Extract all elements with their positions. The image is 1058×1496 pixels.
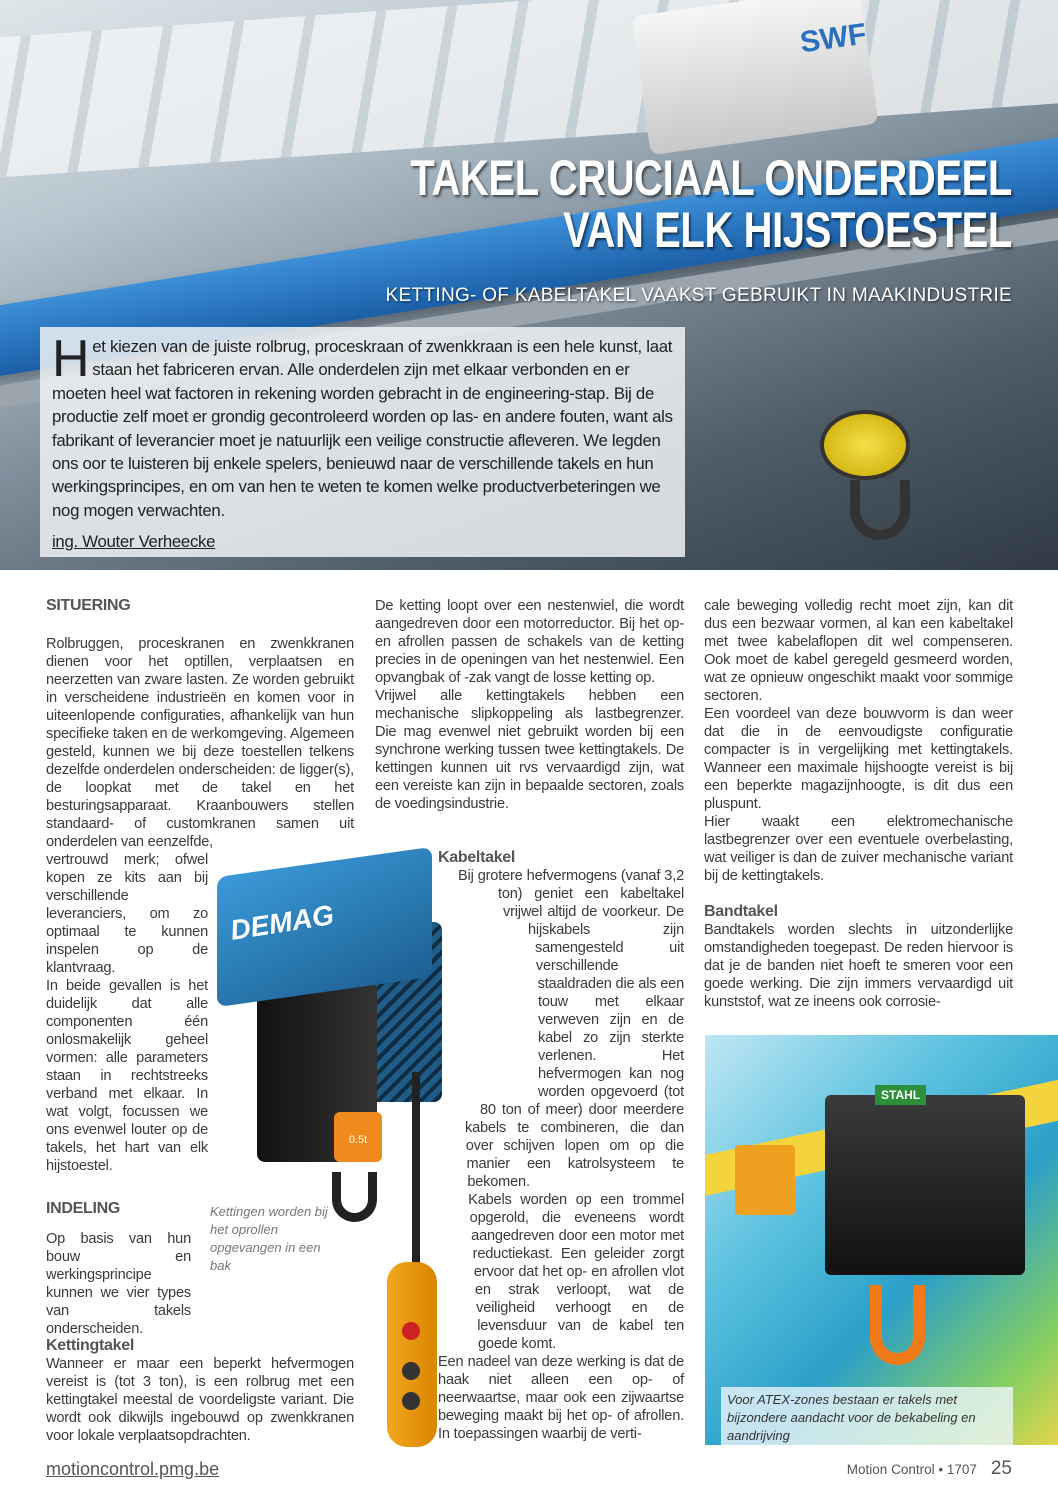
paragraph: Kabels worden op een trommel opgerold, die eveneens wordt aangedreven door een motor met reductiekast. Een geleider zorgt ervoor dat het op- en afrollen vlot en strak verloopt, wat de veiligheid verhoogt en de levensduur van de kabel ten goede komt. [468, 1192, 684, 1352]
website-link[interactable]: motioncontrol.pmg.be [46, 1459, 220, 1479]
magazine-issue: Motion Control • 1707 [846, 1462, 977, 1477]
page-title: TAKEL CRUCIAAL ONDERDEEL VAN ELK HIJSTOESTEL [410, 150, 1012, 258]
intro-box [40, 327, 685, 557]
paragraph: Bij grotere hefvermogens (vanaf 3,2 ton) geniet een kabeltakel vrijwel altijd de voorkeur. De hijskabels zijn samengesteld uit verschillende staaldraden die als een touw met elkaar verweven zijn en de kabel zo zijn sterkte verlenen. Het hefvermogen kan nog worden opgevoerd (tot 80 ton of meer) door meerdere kabels te combineren, die dan over schijven lopen om op die manier een katrolsysteem te bekomen. [458, 868, 684, 1190]
demag-logo: DEMAG [228, 899, 336, 946]
column-1 [46, 597, 354, 851]
column-2-kabel [438, 849, 684, 1443]
paragraph: Op basis van hun bouw en werkingsprincipe kunnen we vier types van takels onderscheiden. [46, 1231, 191, 1337]
column-1-narrow [46, 851, 208, 1175]
paragraph: Rolbruggen, proceskranen en zwenkkranen dienen voor het optillen, verplaatsen en neerzetten van zware lasten. Ze worden gebruikt in verscheidene industrieën en komen voor in uiteenlopende configuraties, afhankelijk van hun specifieke taken en de werkomgeving. Algemeen gesteld, kunnen we bij deze toestellen telkens dezelfde onderdelen onderscheiden: de ligger(s), de loopkat met de takel en het besturingsapparaat. Kraanbouwers stellen standaard- of customkranen samen uit onderdelen van eenzelfde, [46, 636, 354, 850]
heading-bandtakel: Bandtakel [704, 903, 778, 920]
paragraph: In beide gevallen is het duidelijk dat alle componenten één onlosmakelijk geheel vormen: alle parameters staan in rechtstreeks verband met elkaar. In wat volgt, focussen we ons evenwel louter op de takels, het hart van elk hijstoestel. [46, 978, 208, 1174]
hero-photo [0, 0, 1058, 570]
paragraph: De ketting loopt over een nestenwiel, die wordt aangedreven door een motorreductor. Bij het op- en afrollen passen de schakels van de ketting precies in de openingen van het nestenwiel. Een opvangbak of -zak vangt de losse ketting op. [375, 598, 684, 686]
drop-cap: H [52, 330, 90, 388]
photo-caption: Voor ATEX-zones bestaan er takels met bijzondere aandacht voor de bekabeling en aandrijving [721, 1387, 1013, 1445]
load-tag: 0.5t [334, 1112, 382, 1162]
pendant-control [387, 1262, 437, 1447]
stahl-hoist-photo [705, 1035, 1058, 1445]
heading-indeling: INDELING [46, 1200, 121, 1217]
author-link[interactable]: ing. Wouter Verheecke [52, 532, 216, 552]
paragraph: Een nadeel van deze werking is dat de haak niet alleen een op- of neerwaartse, maar ook een zijwaartse beweging maakt bij het op- of afrollen. In toepassingen waarbij de verti- [438, 1354, 684, 1442]
paragraph: Vrijwel alle kettingtakels hebben een mechanische slipkoppeling als lastbegrenzer. Die mag evenwel niet gebruikt worden bij een synchrone werking tussen twee kettingtakels. De kettingen kunnen uit rvs vervaardigd zijn, wat een vereiste kan zijn in bepaalde sectoren, zoals de voedingsindustrie. [375, 688, 684, 812]
swf-logo: SWF [797, 17, 869, 60]
paragraph: cale beweging volledig recht moet zijn, kan dit dus een bezwaar vormen, al kan een kabeltakel met twee kabelaflopen dit wel compenseren. Ook moet de kabel geregeld gesmeerd worden, wat ze opnieuw ongeschikt maakt voor sommige sectoren. [704, 598, 1013, 704]
heading-kettingtakel: Kettingtakel [46, 1337, 134, 1354]
hook-icon [870, 1285, 925, 1365]
page-number: 25 [990, 1458, 1012, 1479]
stahl-logo: STAHL [875, 1085, 926, 1105]
image-caption: Kettingen worden bij het oprollen opgevangen in een bak [210, 1204, 328, 1273]
heading-kabeltakel: Kabeltakel [438, 849, 516, 866]
paragraph: Wanneer er maar een beperkt hefvermogen vereist is (tot 3 ton), is een rolbrug met een kettingtakel meestal de voordeligste variant. Die wordt ook dikwijls ingebouwd op zwenkkranen voor lokale verplaatsopdrachten. [46, 1356, 354, 1444]
heading-situering: SITUERING [46, 597, 131, 614]
paragraph: Hier waakt een elektromechanische lastbegrenzer over een eventuele overbelasting, wat veiliger is dan de zuiver mechanische variant bij de kettingtakels. [704, 814, 1013, 884]
page-subtitle: KETTING- OF KABELTAKEL VAAKST GEBRUIKT IN MAAKINDUSTRIE [385, 285, 1012, 306]
column-2 [375, 597, 684, 813]
column-3 [704, 597, 1013, 1011]
paragraph: vertrouwd merk; ofwel kopen ze kits aan bij verschillende leveranciers, om zo optimaal te kunnen inspelen op de klantvraag. [46, 852, 208, 976]
footer-info [847, 1458, 1012, 1480]
hook-icon [850, 480, 910, 540]
hook-block [820, 410, 910, 480]
hook-icon [332, 1172, 377, 1222]
column-1-indeling [46, 1200, 191, 1338]
paragraph: Een voordeel van deze bouwvorm is dan weer dat die in de eenvoudigste configuratie compacter is in vergelijking met kettingtakels. Wanneer een maximale hijshoogte vereist is bij een beperkte magazijnhoogte, is dit dus een pluspunt. [704, 706, 1013, 812]
intro-text: et kiezen van de juiste rolbrug, proceskraan of zwenkkraan is een hele kunst, laat staan het fabriceren ervan. Alle onderdelen zijn met elkaar verbonden en er moeten heel wat factoren in rekening worden gebracht in de engineering-stap. Bij de productie zelf moet er grondig gecontroleerd worden op las- en andere fouten, want als fabrikant of leverancier moet je natuurlijk een veilige constructie afleveren. We legden ons oor te luisteren bij enkele spelers, benieuwd naar de verschillende takels en hun werkingsprincipes, en om van hen te weten te komen welke productverbeteringen we nog mogen verwachten. [52, 337, 673, 520]
paragraph: Bandtakels worden slechts in uitzonderlijke omstandigheden toegepast. De reden hiervoor is dat je de banden niet hoeft te smeren voor een goede werking. Die zijn immers vervaardigd uit kunststof, wat ze ineens ook corrosie- [704, 922, 1013, 1010]
demag-hoist-image [212, 842, 442, 1447]
